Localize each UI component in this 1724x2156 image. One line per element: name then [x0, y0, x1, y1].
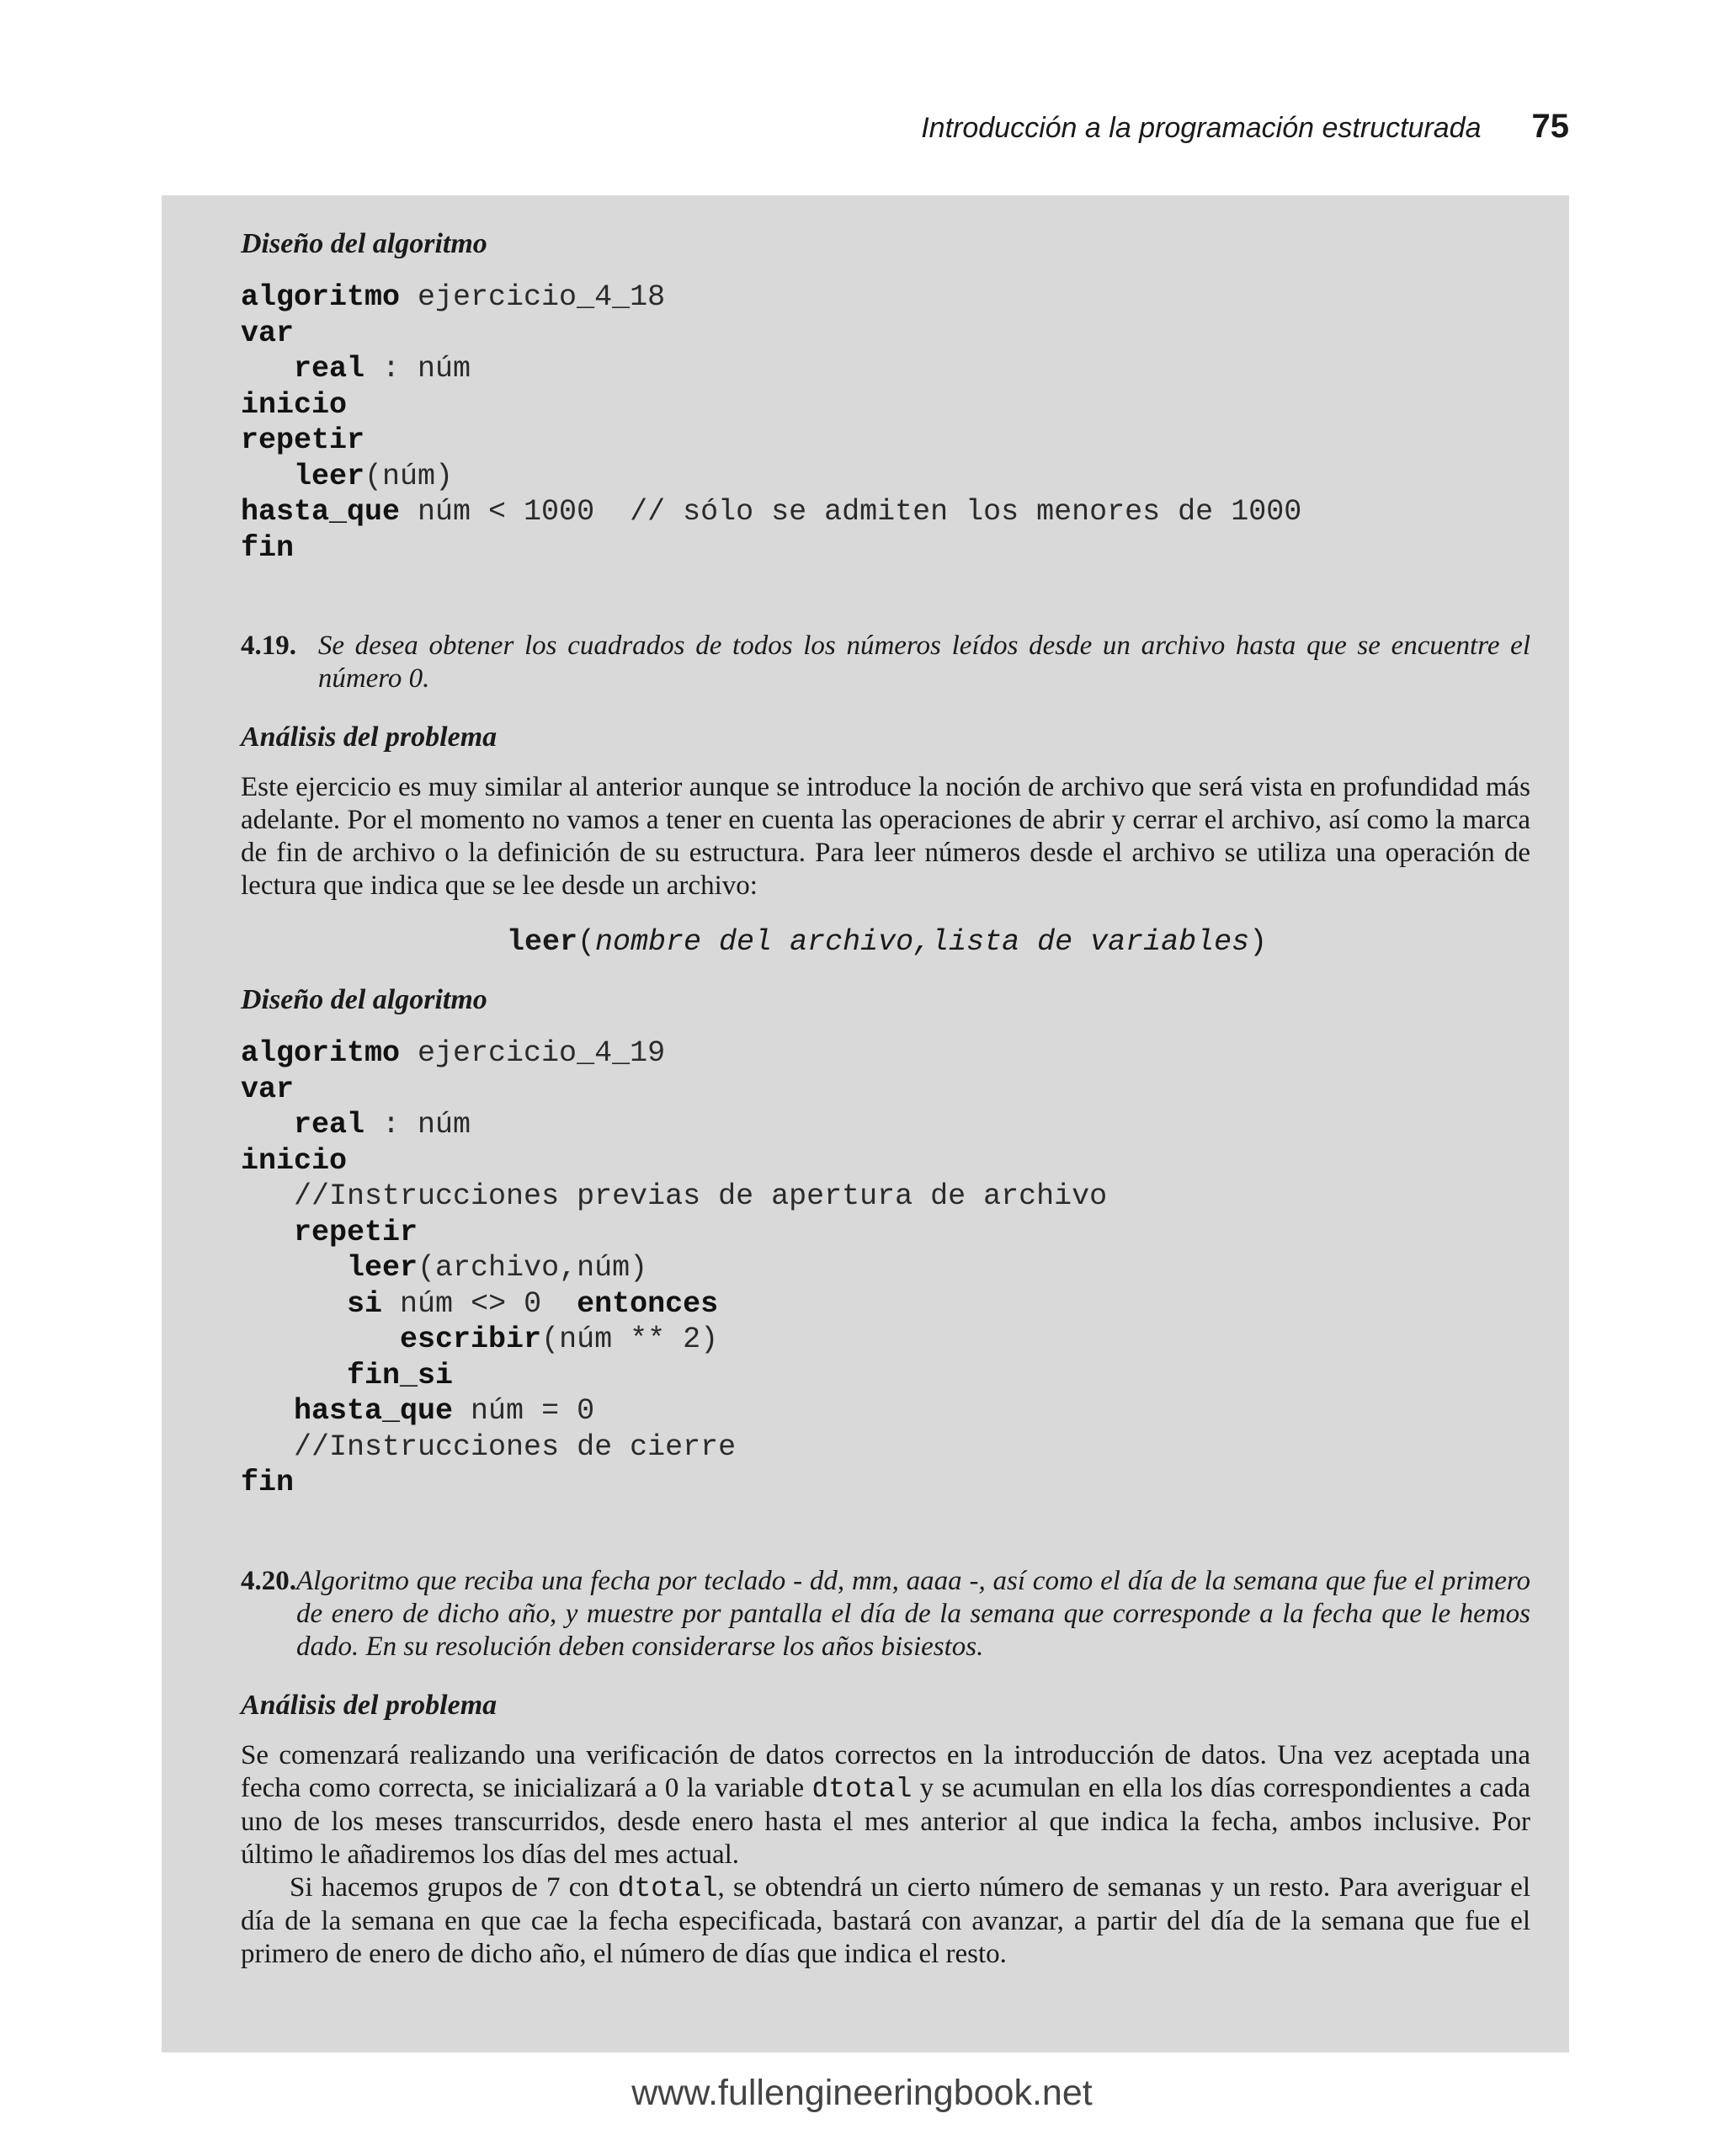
code-keyword: leer — [294, 459, 365, 493]
variable-dtotal: dtotal — [617, 1872, 718, 1904]
analysis-paragraph-4-19: Este ejercicio es muy similar al anterior aunque se introduce la noción de archivo que será vista en profundidad más adelante. Por el momento no vamos a tener en cuenta las operaciones de abrir y cerrar el archivo, así como la marca de fin de archivo o la definición de su estructura. Para leer números desde el archivo se utiliza una operación de lectura que indica que se lee desde un archivo: — [241, 772, 1530, 901]
code-line — [241, 1072, 1530, 1108]
analysis-paragraph-4-20-a — [241, 1739, 1530, 1871]
design-title-4-19: Diseño del algoritmo — [241, 984, 487, 1015]
text-run: Se comenzará realizando una verificación de datos correctos en la introducción de datos. Una vez aceptada una fecha como correcta, se inicializará a 0 la variable — [241, 1739, 1530, 1803]
code-line: leer(núm) — [294, 459, 454, 493]
syntax-close: ) — [1249, 925, 1268, 959]
code-keyword: fin — [241, 1466, 295, 1499]
code-keyword: repetir — [294, 1215, 418, 1249]
exercise-statement: Se desea obtener los cuadrados de todos los números leídos desde un archivo hasta que se encuentre el número 0. — [317, 631, 1530, 694]
code-line — [241, 530, 1530, 567]
code-keyword: algoritmo — [241, 1036, 401, 1070]
code-line: real : núm — [294, 1108, 471, 1142]
code-line — [241, 316, 1530, 352]
page-number: 75 — [1531, 108, 1569, 145]
read-syntax — [241, 924, 1530, 960]
code-line: escribir(núm ** 2) — [400, 1323, 719, 1356]
code-line — [241, 1215, 1530, 1251]
exercise-number: 4.19. — [241, 631, 296, 661]
analysis-paragraph-4-20-b — [241, 1871, 1530, 1971]
exercise-statement: Algoritmo que reciba una fecha por teclado - dd, mm, aaaa -, así como el día de la semana que fue el primero de enero de dicho año, y muestre por pantalla el día de la semana que corresponde a la fecha que le hemos dado. En su resolución deben considerarse los años bisiestos. — [296, 1565, 1530, 1662]
code-keyword: hasta_que — [241, 495, 401, 529]
code-keyword: hasta_que — [294, 1394, 454, 1428]
code-keyword: escribir — [400, 1323, 542, 1356]
code-line: //Instrucciones de cierre — [294, 1429, 737, 1464]
code-line — [241, 1143, 1530, 1179]
code-keyword: repetir — [241, 423, 365, 457]
code-keyword: real — [294, 1108, 365, 1142]
code-keyword: entonces — [577, 1286, 719, 1321]
code-line: hasta_que núm = 0 — [294, 1394, 595, 1428]
code-line: leer(archivo,núm) — [347, 1251, 648, 1285]
code-keyword: real — [294, 352, 365, 386]
code-keyword: var — [241, 1072, 295, 1106]
design-title-4-18: Diseño del algoritmo — [241, 228, 487, 259]
code-keyword: algoritmo — [241, 280, 401, 314]
footer-url: www.fullengineeringbook.net — [631, 2073, 1093, 2113]
code-keyword: leer — [347, 1251, 418, 1285]
page-content — [241, 227, 1530, 1971]
code-line — [241, 423, 1530, 459]
code-keyword: si — [347, 1286, 383, 1321]
code-keyword: var — [241, 316, 295, 350]
code-listing-4-19 — [241, 1035, 1530, 1501]
exercise-4-20 — [241, 1565, 1530, 1664]
syntax-args: nombre del archivo,lista de variables — [595, 925, 1250, 959]
code-line — [241, 1358, 1530, 1394]
text-run: , se obtendrá un cierto número de semanas y un resto. Para averiguar el día de la semana en que cae la fecha especificada, bastará con avanzar, a partir del día de la semana que fue el primero de enero de dicho año, el número de días que indica el resto. — [241, 1871, 1530, 1969]
variable-dtotal: dtotal — [811, 1773, 913, 1805]
code-line: real : núm — [294, 352, 471, 386]
code-line: hasta_que núm < 1000 // sólo se admiten los menores de 1000 — [241, 495, 1302, 529]
syntax-keyword: leer — [507, 925, 578, 959]
code-listing-4-18 — [241, 279, 1530, 566]
code-line: algoritmo ejercicio_4_19 — [241, 1036, 666, 1070]
code-line: algoritmo ejercicio_4_18 — [241, 280, 666, 314]
running-header — [921, 108, 1569, 146]
running-title: Introducción a la programación estructurada — [921, 112, 1482, 144]
exercise-4-19 — [241, 630, 1530, 695]
code-keyword: fin_si — [347, 1358, 454, 1392]
code-line: si núm <> 0 entonces — [347, 1286, 719, 1321]
code-keyword: inicio — [241, 387, 348, 422]
code-keyword: fin — [241, 530, 295, 565]
code-line — [241, 1465, 1530, 1501]
text-run: y se acumulan en ella los días correspondientes a cada uno de los meses transcurridos, desde enero hasta el mes anterior al que indica la fecha, ambos inclusive. Por último le añadiremos los días del mes actual. — [241, 1772, 1530, 1870]
code-line: //Instrucciones previas de apertura de archivo — [294, 1179, 1108, 1213]
syntax-open: ( — [577, 925, 596, 959]
text-run: Si hacemos grupos de 7 con — [290, 1871, 618, 1903]
analysis-title-4-19: Análisis del problema — [241, 721, 498, 753]
analysis-title-4-20: Análisis del problema — [241, 1689, 498, 1721]
exercise-number: 4.20. — [241, 1565, 296, 1596]
code-keyword: inicio — [241, 1143, 348, 1178]
code-line — [241, 387, 1530, 423]
